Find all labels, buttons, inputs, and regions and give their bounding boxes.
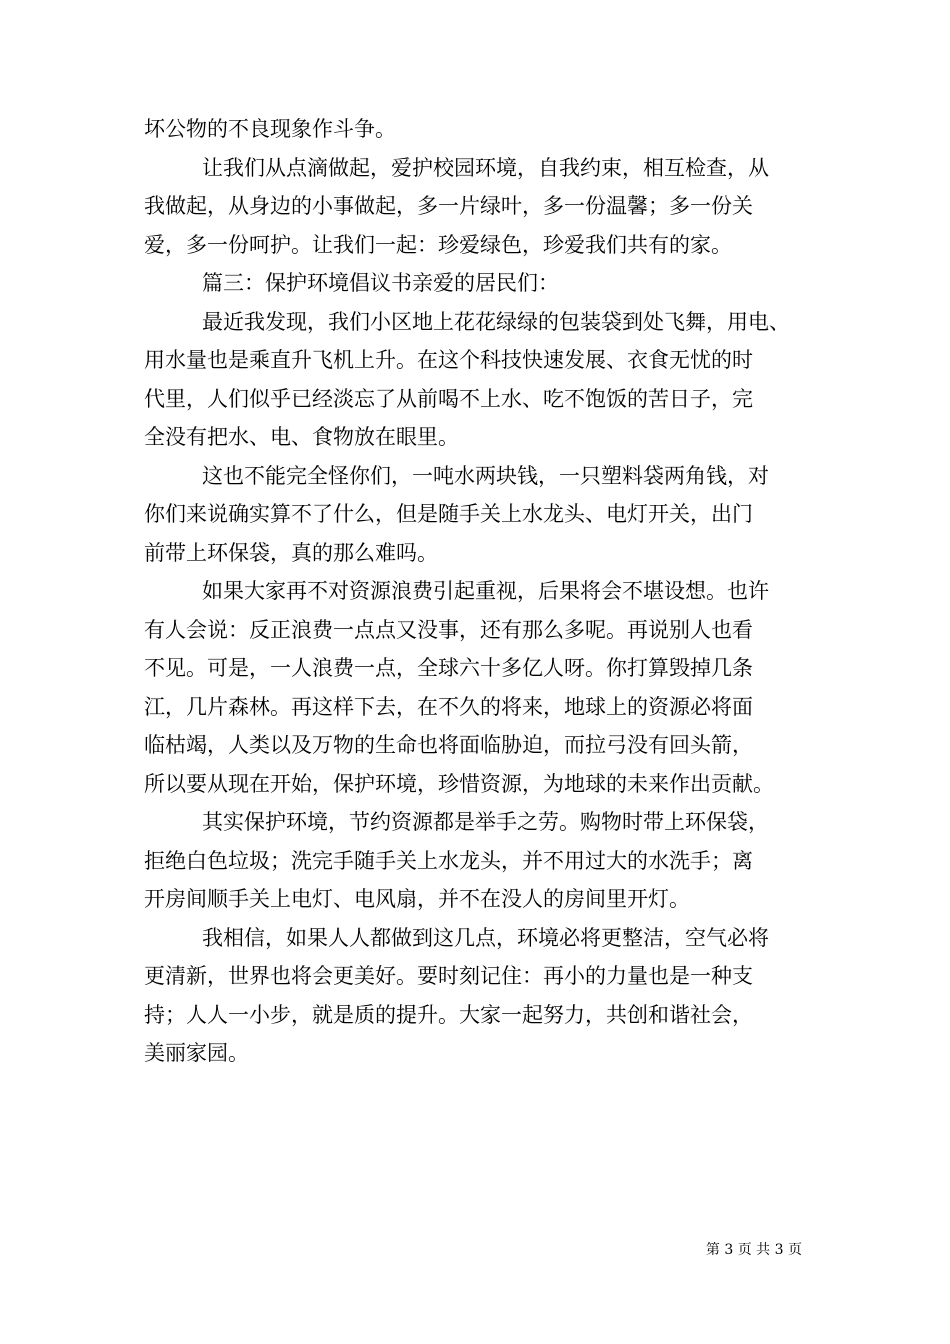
text-line: 更清新，世界也将会更美好。要时刻记住：再小的力量也是一种支	[144, 964, 753, 988]
text-line: 代里，人们似乎已经淡忘了从前喝不上水、吃不饱饭的苦日子，完	[144, 386, 753, 411]
paragraph-start-line: 这也不能完全怪你们，一吨水两块钱，一只塑料袋两角钱，对	[202, 463, 769, 488]
paragraph-start-line: 让我们从点滴做起，爱护校园环境，自我约束，相互检查，从	[202, 155, 769, 180]
document-body	[144, 110, 808, 1073]
text-line: 开房间顺手关上电灯、电风扇，并不在没人的房间里开灯。	[144, 887, 690, 911]
page-number: 第 3 页 共 3 页	[705, 1242, 802, 1258]
text-line: 爱，多一份呵护。让我们一起：珍爱绿色，珍爱我们共有的家。	[144, 232, 732, 257]
text-line: 有人会说：反正浪费一点点又没事，还有那么多呢。再说别人也看	[144, 617, 753, 642]
text-line: 用水量也是乘直升飞机上升。在这个科技快速发展、衣食无忧的时	[144, 348, 753, 372]
text-line: 前带上环保袋，真的那么难吗。	[144, 540, 438, 565]
text-line: 你们来说确实算不了什么，但是随手关上水龙头、电灯开关，出门	[144, 502, 753, 526]
text-line: 不见。可是，一人浪费一点，全球六十多亿人呀。你打算毁掉几条	[144, 656, 753, 680]
text-line: 全没有把水、电、食物放在眼里。	[144, 425, 459, 449]
paragraph-start-line: 我相信，如果人人都做到这几点，环境必将更整洁，空气必将	[202, 925, 769, 950]
paragraph-start-line: 如果大家再不对资源浪费引起重视，后果将会不堪设想。也许	[202, 579, 769, 603]
text-line: 坏公物的不良现象作斗争。	[144, 117, 396, 141]
text-line: 拒绝白色垃圾；洗完手随手关上水龙头，并不用过大的水洗手；离	[144, 848, 753, 873]
paragraph-start-line: 最近我发现，我们小区地上花花绿绿的包装袋到处飞舞，用电、	[202, 309, 790, 334]
text-line: 持；人人一小步，就是质的提升。大家一起努力，共创和谐社会，	[144, 1002, 753, 1027]
section-heading-line: 篇三：保护环境倡议书亲爱的居民们：	[202, 271, 559, 295]
text-line: 所以要从现在开始，保护环境，珍惜资源，为地球的未来作出贡献。	[144, 771, 774, 796]
text-line: 我做起，从身边的小事做起，多一片绿叶，多一份温馨；多一份关	[144, 194, 753, 218]
text-line: 江，几片森林。再这样下去，在不久的将来，地球上的资源必将面	[144, 694, 753, 719]
paragraph-start-line: 其实保护环境，节约资源都是举手之劳。购物时带上环保袋，	[202, 810, 769, 834]
text-line: 临枯竭，人类以及万物的生命也将面临胁迫，而拉弓没有回头箭，	[144, 733, 753, 757]
text-line: 美丽家园。	[144, 1041, 249, 1065]
